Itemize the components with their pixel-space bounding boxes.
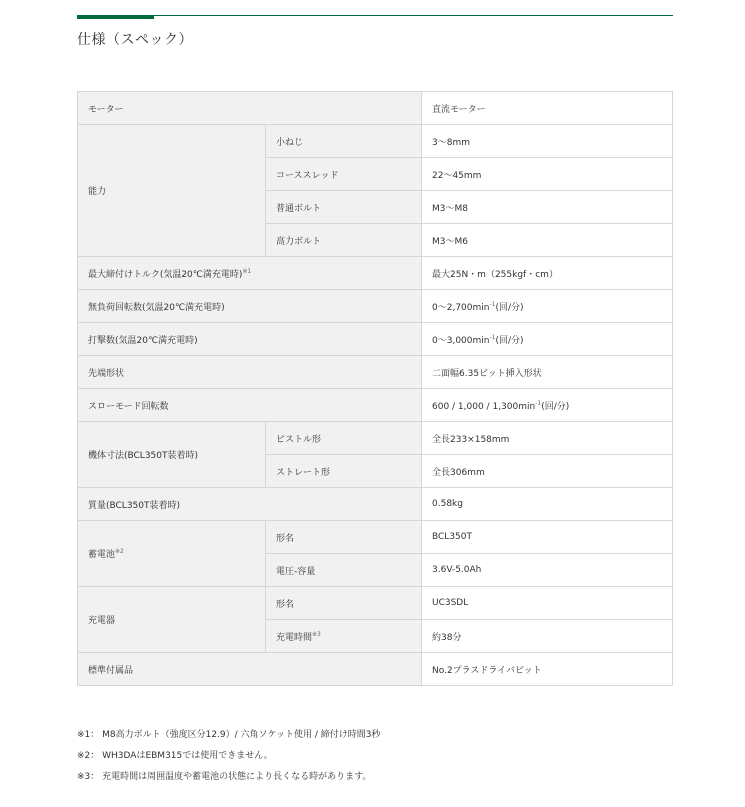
row-value: M3～M6 (422, 224, 673, 257)
footnote-ref: ※2 (115, 548, 124, 555)
table-row (78, 323, 673, 356)
table-row (78, 290, 673, 323)
row-label: 機体寸法(BCL350T装着時) (78, 422, 266, 488)
section-divider-accent (77, 15, 154, 19)
sub-label: 形名 (266, 587, 422, 620)
row-value: 二面幅6.35ビット挿入形状 (422, 356, 673, 389)
row-value: 直流モーター (422, 92, 673, 125)
table-row (78, 422, 673, 455)
sub-label: 普通ボルト (266, 191, 422, 224)
sub-label: 形名 (266, 521, 422, 554)
sub-label: コーススレッド (266, 158, 422, 191)
row-value: $0\sim 2,700\min^{-1}$(回/分) (422, 290, 673, 323)
row-value: 22～45mm (422, 158, 673, 191)
footnote-ref: ※1 (242, 267, 252, 275)
sub-label: 高力ボルト (266, 224, 422, 257)
row-value: M3～M8 (422, 191, 673, 224)
sub-label: ストレート形 (266, 455, 422, 488)
row-value: BCL350T (422, 521, 673, 554)
table-row (78, 257, 673, 290)
row-value: 3～8mm (422, 125, 673, 158)
row-value: 約38分 (422, 620, 673, 653)
row-label: 先端形状 (78, 356, 422, 389)
page-title: 仕様（スペック） (77, 32, 193, 48)
row-label: 打撃数(気温20℃満充電時) (78, 323, 422, 356)
row-value: 最大25N・m（255kgf・cm） (422, 257, 673, 290)
sub-label: ピストル形 (266, 422, 422, 455)
row-label: 最大締付けトルク(気温20℃満充電時)$^{※1}$ (78, 257, 422, 290)
spec-table (77, 91, 673, 686)
sub-label: 電圧-容量 (266, 554, 422, 587)
row-label: 蓄電池$^{※2}$ (78, 521, 266, 587)
row-label: 無負荷回転数(気温20℃満充電時) (78, 290, 422, 323)
row-label: 充電器 (78, 587, 266, 653)
row-label: モーター (78, 92, 422, 125)
footnote: ※2： WH3DAはEBM315では使用できません。 (77, 751, 273, 761)
row-label: 質量(BCL350T装着時) (78, 488, 422, 521)
footnote: ※3： 充電時間は周囲温度や蓄電池の状態により長くなる時があります。 (77, 772, 372, 782)
table-row (78, 587, 673, 620)
row-label: 能力 (78, 125, 266, 257)
table-row (78, 653, 673, 686)
row-value: $600 / 1,000 / 1,300\min^{-1}$(回/分) (422, 389, 673, 422)
footnote-ref: ※3 (312, 630, 321, 638)
row-value: 3.6V-5.0Ah (422, 554, 673, 587)
section-divider (77, 15, 673, 16)
footnote: ※1： M8高力ボルト（強度区分12.9）/ 六角ソケット使用 / 締付け時間3秒 (77, 730, 381, 740)
row-value: 全長233×158mm (422, 422, 673, 455)
table-row (78, 488, 673, 521)
row-value: No.2プラスドライバビット (422, 653, 673, 686)
table-row (78, 389, 673, 422)
sub-label: 充電時間$^{※3}$ (266, 620, 422, 653)
table-row (78, 356, 673, 389)
row-label: 標準付属品 (78, 653, 422, 686)
sub-label: 小ねじ (266, 125, 422, 158)
row-value: 全長306mm (422, 455, 673, 488)
row-label: スローモード回転数 (78, 389, 422, 422)
footnotes (77, 728, 381, 791)
table-row (78, 125, 673, 158)
row-value: UC3SDL (422, 587, 673, 620)
row-value: 0.58kg (422, 488, 673, 521)
row-value: $0\sim 3,000\min^{-1}$(回/分) (422, 323, 673, 356)
table-row (78, 521, 673, 554)
table-row (78, 92, 673, 125)
